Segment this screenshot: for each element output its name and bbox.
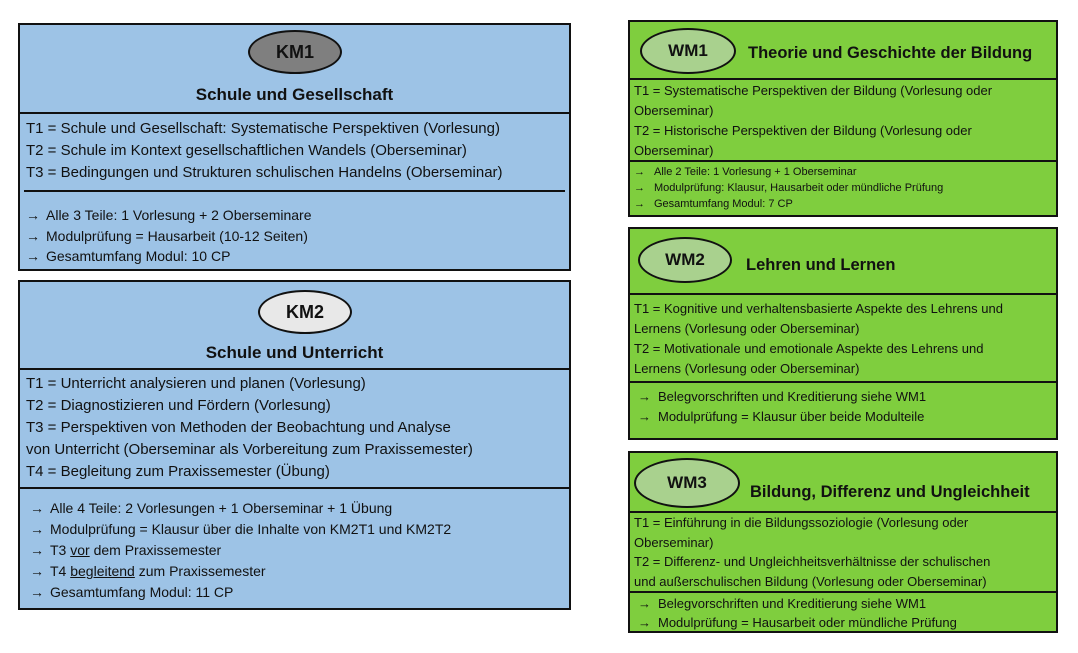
module-km2 [18, 280, 571, 610]
wm1-divider-top [630, 78, 1056, 80]
wm3-item: Oberseminar) [634, 534, 714, 550]
wm1-item: Oberseminar) [634, 143, 714, 158]
wm2-items [634, 299, 1052, 379]
km2-item: T2 = Diagnostizieren und Fördern (Vorlesung) [26, 397, 331, 414]
wm1-note: → Gesamtumfang Modul: 7 CP [634, 198, 793, 210]
arrow-icon: → [634, 182, 645, 194]
wm3-items [634, 513, 1052, 591]
wm1-badge [640, 28, 736, 74]
arrow-icon: → [30, 542, 44, 558]
km1-item: T2 = Schule im Kontext gesellschaftlichen Wandels (Oberseminar) [26, 142, 467, 159]
arrow-icon: → [634, 198, 645, 210]
wm2-item: Lernens (Vorlesung oder Oberseminar) [634, 361, 860, 376]
arrow-icon: → [30, 584, 44, 600]
wm2-note: → Belegvorschriften und Kreditierung siehe WM1 [638, 387, 1052, 407]
arrow-icon: → [30, 500, 44, 516]
km2-badge-label: KM2 [285, 301, 324, 322]
km2-items [26, 373, 565, 483]
km2-badge [258, 290, 352, 334]
wm1-items [634, 81, 1052, 161]
km1-items [26, 118, 565, 184]
arrow-icon: → [638, 409, 651, 424]
wm1-title: Theorie und Geschichte der Bildung [748, 44, 1033, 62]
wm2-note: → Modulprüfung = Klausur über beide Modulteile [638, 407, 1052, 427]
wm1-divider-bottom [630, 160, 1056, 162]
module-km1 [18, 23, 571, 271]
arrow-icon: → [26, 248, 40, 264]
wm1-item: T2 = Historische Perspektiven der Bildung (Vorlesung oder [634, 123, 972, 138]
arrow-icon: → [30, 521, 44, 537]
km2-note: → Modulprüfung = Klausur über die Inhalte von KM2T1 und KM2T2 [30, 519, 565, 540]
km2-note: → T3 vor dem Praxissemester [30, 540, 565, 561]
underlined-word: vor [70, 542, 90, 558]
km1-item: T1 = Schule und Gesellschaft: Systematische Perspektiven (Vorlesung) [26, 120, 500, 137]
arrow-icon: → [30, 563, 44, 579]
wm3-note: → Modulprüfung = Hausarbeit oder mündliche Prüfung [638, 615, 957, 630]
km2-notes [30, 498, 565, 603]
wm3-note: → Belegvorschriften und Kreditierung siehe WM1 [638, 596, 927, 611]
wm3-notes [638, 594, 1052, 632]
wm2-item: Lernens (Vorlesung oder Oberseminar) [634, 321, 860, 336]
km2-item: T4 = Begleitung zum Praxissemester (Übung) [26, 463, 330, 480]
km1-badge [248, 30, 342, 74]
km1-badge-label: KM1 [275, 41, 314, 62]
wm3-divider-bottom [630, 591, 1056, 593]
underlined-word: begleitend [70, 563, 135, 579]
wm3-title: Bildung, Differenz und Ungleichheit [750, 483, 1030, 501]
wm3-badge [634, 458, 740, 508]
km1-item: T3 = Bedingungen und Strukturen schulischen Handelns (Oberseminar) [26, 164, 503, 181]
km1-note: → Modulprüfung = Hausarbeit (10-12 Seiten) [26, 226, 565, 247]
arrow-icon: → [26, 207, 40, 223]
wm2-divider-top [630, 293, 1056, 295]
km1-note: → Gesamtumfang Modul: 10 CP [26, 246, 565, 267]
wm3-item: und außerschulischen Bildung (Vorlesung oder Oberseminar) [634, 573, 987, 589]
wm3-badge-label: WM3 [667, 473, 707, 492]
arrow-icon: → [638, 596, 651, 611]
km2-title: Schule und Unterricht [205, 343, 384, 362]
wm1-note: → Modulprüfung: Klausur, Hausarbeit oder mündliche Prüfung [634, 182, 944, 194]
km2-divider-top [20, 368, 569, 370]
wm1-notes [634, 164, 1052, 212]
module-wm1 [628, 20, 1058, 217]
km1-divider-bottom [24, 190, 565, 192]
wm1-note: → Alle 2 Teile: 1 Vorlesung + 1 Oberseminar [634, 166, 857, 178]
km1-title: Schule und Gesellschaft [195, 85, 394, 104]
km2-divider-bottom [20, 487, 569, 489]
wm2-divider-bottom [630, 381, 1056, 383]
wm2-item: T1 = Kognitive und verhaltensbasierte Aspekte des Lehrens und [634, 301, 1003, 316]
module-wm3 [628, 451, 1058, 633]
wm2-item: T2 = Motivationale und emotionale Aspekte des Lehrens und [634, 341, 984, 356]
km2-item: T1 = Unterricht analysieren und planen (Vorlesung) [26, 375, 366, 392]
arrow-icon: → [638, 389, 651, 404]
km2-note: → Alle 4 Teile: 2 Vorlesungen + 1 Oberseminar + 1 Übung [30, 498, 565, 519]
km2-item: T3 = Perspektiven von Methoden der Beobachtung und Analyse [26, 419, 451, 436]
km2-note: → Gesamtumfang Modul: 11 CP [30, 582, 565, 603]
wm1-badge-label: WM1 [668, 41, 708, 60]
wm2-notes [638, 387, 1052, 427]
km2-note: → T4 begleitend zum Praxissemester [30, 561, 565, 582]
wm2-title: Lehren und Lernen [746, 256, 896, 274]
wm1-item: Oberseminar) [634, 103, 714, 118]
wm2-badge-label: WM2 [665, 250, 705, 269]
km1-note: → Alle 3 Teile: 1 Vorlesung + 2 Oberseminare [26, 205, 565, 226]
km1-notes [26, 205, 565, 267]
wm3-item: T1 = Einführung in die Bildungssoziologie (Vorlesung oder [634, 515, 969, 530]
arrow-icon: → [634, 166, 645, 178]
arrow-icon: → [638, 615, 651, 630]
km1-divider-top [20, 112, 569, 114]
arrow-icon: → [26, 227, 40, 244]
module-wm2 [628, 227, 1058, 440]
wm3-item: T2 = Differenz- und Ungleichheitsverhältnisse der schulischen [634, 554, 991, 569]
km2-item: von Unterricht (Oberseminar als Vorbereitung zum Praxissemester) [26, 441, 473, 458]
wm1-item: T1 = Systematische Perspektiven der Bildung (Vorlesung oder [634, 83, 993, 98]
wm2-badge [638, 237, 732, 283]
